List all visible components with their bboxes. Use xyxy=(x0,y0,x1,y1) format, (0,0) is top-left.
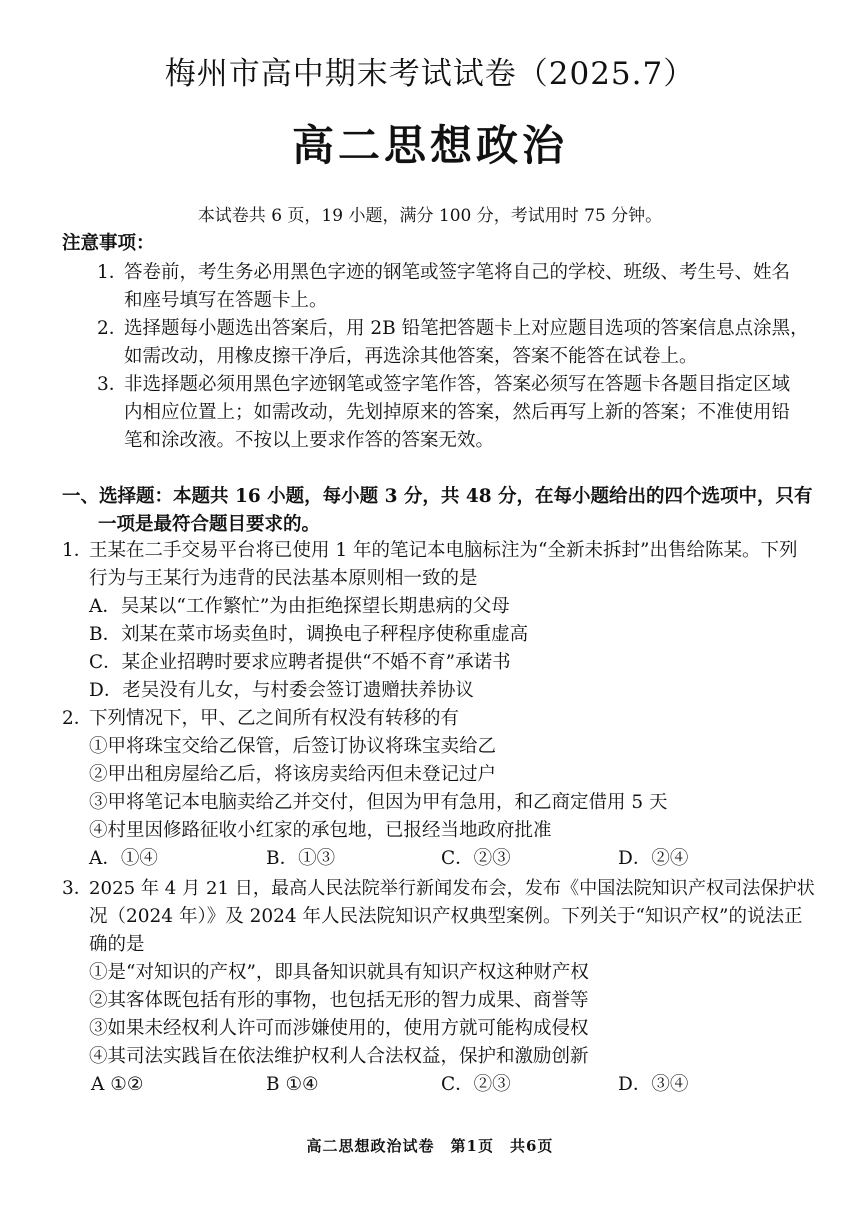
option-a: A．吴某以“工作繁忙”为由拒绝探望长期患病的父母 xyxy=(89,596,510,617)
choice-c: C．②③ xyxy=(441,1074,511,1095)
statement: ②其客体既包括有形的事物，也包括无形的智力成果、商誉等 xyxy=(89,990,589,1011)
question-stem: 况（2024 年）》及 2024 年人民法院知识产权典型案例。下列关于“知识产权”的说法正 xyxy=(89,906,803,927)
note-line: 选择题每小题选出答案后，用 2B 铅笔把答题卡上对应题目选项的答案信息点涂黑， xyxy=(124,318,809,339)
note-number: 1． xyxy=(97,262,128,283)
option-b: B．刘某在菜市场卖鱼时，调换电子秤程序使称重虚高 xyxy=(89,624,529,645)
notes-heading: 注意事项： xyxy=(62,233,155,254)
choice-b: B ①④ xyxy=(266,1074,319,1095)
subject-title: 高二思想政治 xyxy=(291,121,568,170)
note-number: 2． xyxy=(97,318,128,339)
question-number: 1． xyxy=(62,540,93,561)
choice-d: D．②④ xyxy=(618,848,689,869)
section-heading: 一、选择题：本题共 16 小题，每小题 3 分，共 48 分，在每小题给出的四个选项中，只有 xyxy=(62,486,813,507)
question-stem: 确的是 xyxy=(89,934,145,955)
note-line: 非选择题必须用黑色字迹钢笔或签字笔作答，答案必须写在答题卡各题目指定区域 xyxy=(124,374,791,395)
question-stem: 2025 年 4 月 21 日，最高人民法院举行新闻发布会，发布《中国法院知识产权司法保护状 xyxy=(89,878,815,899)
note-line: 答卷前，考生务必用黑色字迹的钢笔或签字笔将自己的学校、班级、考生号、姓名 xyxy=(124,262,791,283)
question-stem: 下列情况下，甲、乙之间所有权没有转移的有 xyxy=(89,708,460,729)
statement: ④其司法实践旨在依法维护权利人合法权益，保护和激励创新 xyxy=(89,1046,589,1067)
question-number: 3． xyxy=(62,878,93,899)
question-stem: 王某在二手交易平台将已使用 1 年的笔记本电脑标注为“全新未拆封”出售给陈某。下列 xyxy=(89,540,798,561)
choice-b: B．①③ xyxy=(266,848,336,869)
statement: ①是“对知识的产权”，即具备知识就具有知识产权这种财产权 xyxy=(89,962,589,983)
option-d: D．老吴没有儿女，与村委会签订遗赠扶养协议 xyxy=(89,680,474,701)
choice-d: D．③④ xyxy=(618,1074,689,1095)
note-number: 3． xyxy=(97,374,128,395)
statement: ③甲将笔记本电脑卖给乙并交付，但因为甲有急用，和乙商定借用 5 天 xyxy=(89,792,668,813)
note-line: 和座号填写在答题卡上。 xyxy=(124,290,328,311)
page-footer: 高二思想政治试卷 第1页 共6页 xyxy=(306,1137,554,1155)
exam-info: 本试卷共 6 页，19 小题，满分 100 分，考试用时 75 分钟。 xyxy=(197,206,663,226)
section-heading-cont: 一项是最符合题目要求的。 xyxy=(98,514,321,535)
statement: ②甲出租房屋给乙后，将该房卖给丙但未登记过户 xyxy=(89,764,497,785)
choice-a: A ①② xyxy=(91,1074,144,1095)
choice-a: A．①④ xyxy=(89,848,158,869)
question-stem: 行为与王某行为违背的民法基本原则相一致的是 xyxy=(89,568,478,589)
note-line: 笔和涂改液。不按以上要求作答的答案无效。 xyxy=(124,430,495,451)
option-c: C．某企业招聘时要求应聘者提供“不婚不育”承诺书 xyxy=(89,652,511,673)
statement: ①甲将珠宝交给乙保管，后签订协议将珠宝卖给乙 xyxy=(89,736,497,757)
statement: ④村里因修路征收小红家的承包地，已报经当地政府批准 xyxy=(89,820,552,841)
question-number: 2． xyxy=(62,708,93,729)
choice-c: C．②③ xyxy=(441,848,511,869)
statement: ③如果未经权利人许可而涉嫌使用的，使用方就可能构成侵权 xyxy=(89,1018,589,1039)
exam-title: 梅州市高中期末考试试卷（2025.7） xyxy=(164,56,696,92)
note-line: 内相应位置上；如需改动，先划掉原来的答案，然后再写上新的答案；不准使用铅 xyxy=(124,402,791,423)
note-line: 如需改动，用橡皮擦干净后，再选涂其他答案，答案不能答在试卷上。 xyxy=(124,346,698,367)
